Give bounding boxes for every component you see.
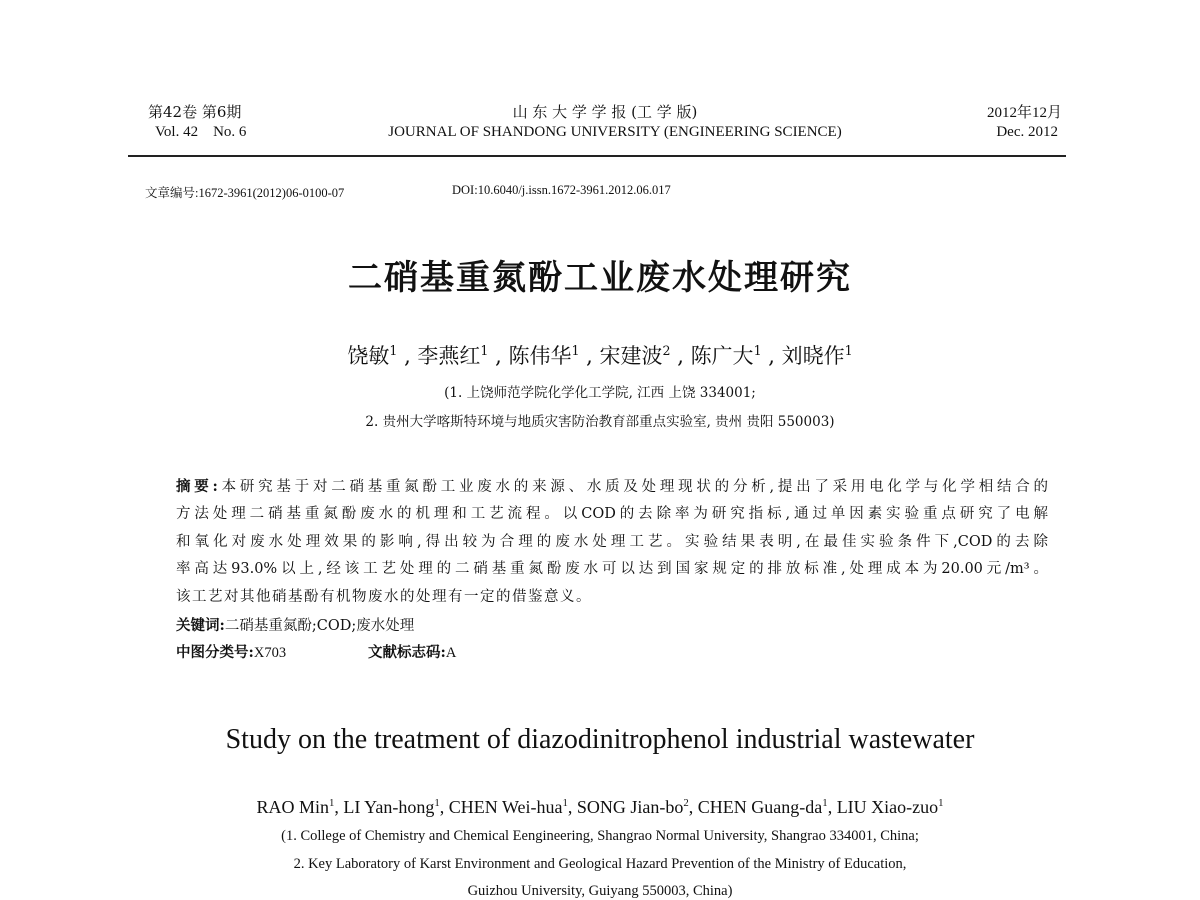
affiliation-mark: 1 bbox=[328, 797, 335, 809]
abstract-label: 摘要: bbox=[176, 478, 218, 495]
classification-label: 中图分类号: bbox=[176, 644, 254, 661]
affiliation-mark: 1 bbox=[562, 797, 568, 809]
affiliation-en-1: (1. College of Chemistry and Chemical Eengineering, Shangrao Normal University, Shangrao 334001, China; bbox=[281, 828, 919, 844]
doi: DOI:10.6040/j.issn.1672-3961.2012.06.017 bbox=[452, 183, 671, 197]
affiliation-cn-1: (1. 上饶师范学院化学化工学院, 江西 上饶 334001; bbox=[444, 385, 756, 401]
doc-code-value: A bbox=[445, 645, 457, 661]
affiliation-en-3: Guizhou University, Guiyang 550003, China) bbox=[467, 883, 733, 899]
journal-cn: 山 东 大 学 学 报 (工 学 版) bbox=[512, 103, 698, 121]
classification-value: X703 bbox=[253, 645, 287, 661]
author: 饶敏$^1$ bbox=[347, 343, 398, 368]
header-rule bbox=[128, 155, 1066, 157]
author: 刘晓作$^1$ bbox=[781, 343, 853, 368]
affiliation-mark: 1 bbox=[938, 797, 944, 809]
keywords-label: 关键词: bbox=[176, 617, 225, 634]
abstract-line-1 bbox=[176, 475, 1048, 496]
date-en: Dec. 2012 bbox=[996, 124, 1058, 140]
author: RAO Min$^1$ bbox=[256, 797, 335, 817]
keywords bbox=[176, 614, 414, 635]
author: LIU Xiao-zuo$^1$ bbox=[836, 797, 944, 817]
doc-code bbox=[368, 641, 456, 662]
abstract-line-3: 和氧化对废水处理效果的影响,得出较为合理的废水处理工艺。实验结果表明,在最佳实验条件下,COD的去除 bbox=[176, 534, 1048, 550]
date-cn: 2012年12月 bbox=[986, 105, 1062, 121]
affiliation-mark: 1 bbox=[434, 797, 440, 809]
doc-code-label: 文献标志码: bbox=[368, 644, 446, 661]
author: CHEN Guang-$da^1$ bbox=[697, 797, 828, 817]
affiliation-mark: 1 bbox=[571, 343, 580, 358]
keywords-value: 二硝基重氮酚;COD;废水处理 bbox=[224, 618, 415, 634]
author: 陈伟华$^1$ bbox=[508, 343, 580, 368]
author: 李燕红$^1$ bbox=[417, 343, 489, 368]
journal-en: JOURNAL OF SHANDONG UNIVERSITY (ENGINEERING SCIENCE) bbox=[388, 124, 842, 140]
affiliation-en-2: 2. Key Laboratory of Karst Environment and Geological Hazard Prevention of the Ministry of Education, bbox=[293, 856, 907, 872]
authors-cn: 饶敏$^1$ , 李燕红$^1$ , 陈伟华$^1$ , 宋建波$^2$ , 陈广大$^1$ , 刘晓作$^1$ bbox=[347, 343, 853, 368]
abstract-line-2: 方法处理二硝基重氮酚废水的机理和工艺流程。以COD的去除率为研究指标,通过单因素实验重点研究了电解 bbox=[176, 506, 1048, 522]
affiliation-mark: 1 bbox=[480, 343, 489, 358]
abstract-line-4: 率高达93.0%以上,经该工艺处理的二硝基重氮酚废水可以达到国家规定的排放标准,处理成本为20.00元/m³。 bbox=[176, 561, 1048, 577]
title-en: Study on the treatment of diazodinitrophenol industrial wastewater bbox=[225, 724, 975, 755]
affiliation-mark: 1 bbox=[822, 797, 828, 809]
affiliation-mark: 1 bbox=[389, 343, 398, 358]
affiliation-mark: 1 bbox=[844, 343, 853, 358]
affiliation-mark: 2 bbox=[662, 343, 671, 358]
volume-cn: 第42卷 第6期 bbox=[148, 103, 242, 121]
volume-en: Vol. 42 No. 6 bbox=[155, 124, 247, 140]
abstract-text: 本研究基于对二硝基重氮酚工业废水的来源、水质及处理现状的分析,提出了采用电化学与化学相结合的 bbox=[217, 479, 1048, 495]
author: 宋建波$^2$ bbox=[599, 343, 671, 368]
affiliation-mark: 2 bbox=[683, 797, 689, 809]
author: SONG Jian-$bo^2$ bbox=[576, 797, 689, 817]
authors-en: RAO Min$^1$, LI Yan-hong$^1$, CHEN Wei-hua$^1$, SONG Jian-$bo^2$, CHEN Guang-$da^1$, LIU Xiao-zuo$^1$ bbox=[256, 797, 944, 817]
article-id: 文章编号:1672-3961(2012)06-0100-07 bbox=[145, 186, 345, 200]
abstract-line-5: 该工艺对其他硝基酚有机物废水的处理有一定的借鉴意义。 bbox=[176, 589, 592, 605]
affiliation-cn-2: 2. 贵州大学喀斯特环境与地质灾害防治教育部重点实验室, 贵州 贵阳 550003) bbox=[365, 414, 835, 430]
title-cn: 二硝基重氮酚工业废水处理研究 bbox=[348, 258, 852, 298]
author: LI Yan-hong$^1$ bbox=[343, 797, 440, 817]
author: 陈广大$^1$ bbox=[690, 343, 762, 368]
classification bbox=[176, 641, 286, 662]
affiliation-mark: 1 bbox=[753, 343, 762, 358]
author: CHEN Wei-hua$^1$ bbox=[448, 797, 568, 817]
